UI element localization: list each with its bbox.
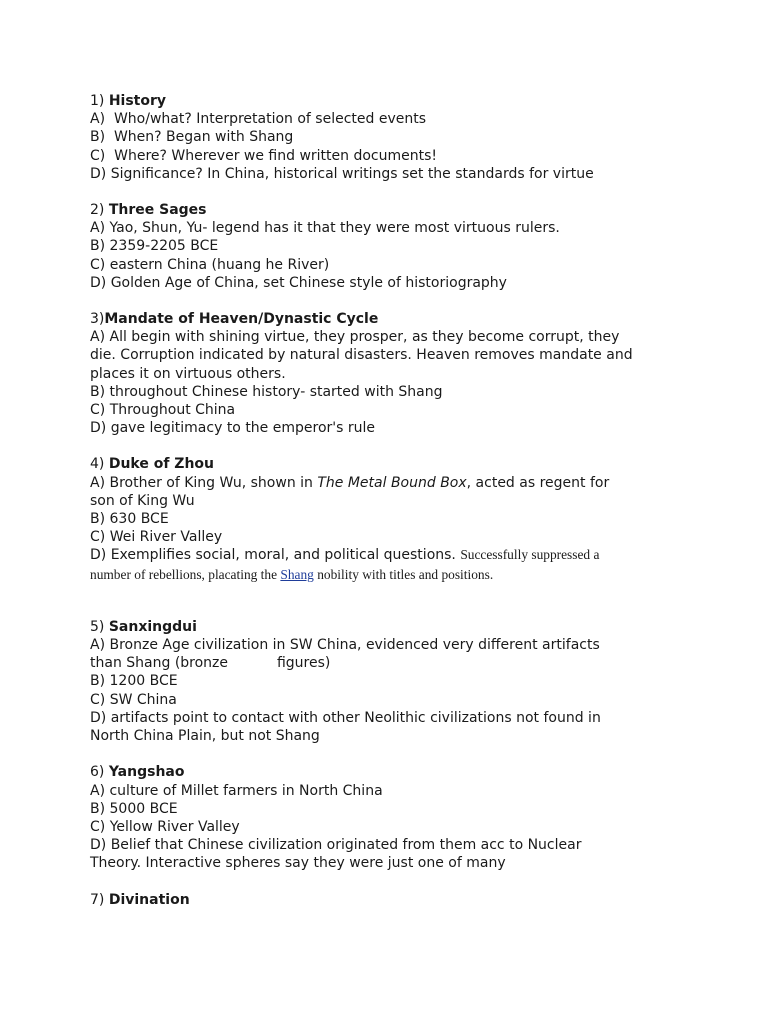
- answer-line: B) 5000 BCE: [90, 800, 178, 817]
- answer-line: A) Bronze Age civilization in SW China, evidenced very different artifacts: [90, 637, 600, 654]
- section-number: 6): [90, 764, 109, 781]
- section-yangshao: [90, 763, 690, 872]
- section-duke-of-zhou: [90, 455, 690, 583]
- answer-line: B) 1200 BCE: [90, 673, 178, 690]
- answer-line: C) SW China: [90, 691, 177, 708]
- answer-line: B) When? Began with Shang: [90, 129, 294, 146]
- section-number: 5): [90, 618, 109, 635]
- answer-line: [90, 546, 690, 564]
- section-sanxingdui: [90, 618, 690, 745]
- section-heading: [90, 891, 690, 909]
- section-title: Sanxingdui: [108, 618, 197, 635]
- section-heading: [90, 618, 690, 636]
- answer-line: C) Yellow River Valley: [90, 818, 240, 835]
- section-heading: [90, 92, 690, 110]
- answer-text: , acted as regent for: [466, 474, 610, 491]
- answer-line: D) artifacts point to contact with other Neolithic civilizations not found in: [90, 709, 601, 726]
- book-title: The Metal Bound Box: [317, 474, 467, 491]
- answer-text: A) Brother of King Wu, shown in: [90, 474, 318, 491]
- pasted-note: nobility with titles and positions.: [313, 566, 494, 582]
- section-number: 3): [90, 311, 105, 328]
- section-heading: [90, 763, 690, 781]
- section-title: Duke of Zhou: [108, 456, 215, 473]
- answer-line: Theory. Interactive spheres say they were just one of many: [90, 855, 506, 872]
- answer-line: D) Belief that Chinese civilization originated from them acc to Nuclear: [90, 837, 582, 854]
- answer-line: C) Throughout China: [90, 402, 236, 419]
- answer-line: places it on virtuous others.: [90, 365, 286, 382]
- section-mandate-of-heaven: [90, 310, 690, 437]
- section-number: 7): [90, 891, 109, 908]
- section-heading: [90, 201, 690, 219]
- answer-line: die. Corruption indicated by natural disasters. Heaven removes mandate and: [90, 347, 633, 364]
- section-number: 2): [90, 202, 109, 219]
- section-heading: [90, 455, 690, 473]
- section-title: History: [108, 93, 167, 109]
- section-number: 1): [90, 93, 109, 109]
- pasted-note: Successfully suppressed a: [460, 547, 600, 563]
- answer-line: [90, 474, 690, 492]
- answer-line: son of King Wu: [90, 492, 195, 509]
- answer-line: A) Yao, Shun, Yu- legend has it that they were most virtuous rulers.: [90, 220, 560, 237]
- document-page: [90, 92, 690, 909]
- section-title: Divination: [108, 891, 190, 908]
- answer-line: [90, 566, 690, 584]
- answer-line: North China Plain, but not Shang: [90, 728, 320, 745]
- answer-line: A) Who/what? Interpretation of selected events: [90, 111, 427, 128]
- shang-link[interactable]: Shang: [280, 566, 314, 582]
- section-three-sages: [90, 201, 690, 292]
- answer-line: A) All begin with shining virtue, they prosper, as they become corrupt, they: [90, 329, 620, 346]
- answer-line: C) Where? Wherever we find written documents!: [90, 147, 437, 164]
- answer-line: B) 630 BCE: [90, 511, 169, 528]
- section-heading: [90, 310, 690, 328]
- pasted-note: number of rebellions, placating the: [90, 566, 281, 582]
- answer-line: D) Golden Age of China, set Chinese style of historiography: [90, 274, 507, 291]
- section-title: Mandate of Heaven/Dynastic Cycle: [104, 311, 379, 328]
- answer-line: C) Wei River Valley: [90, 529, 223, 546]
- answer-text: D) Exemplifies social, moral, and political questions.: [90, 547, 461, 564]
- answer-line: B) throughout Chinese history- started with Shang: [90, 383, 443, 400]
- section-title: Three Sages: [108, 202, 207, 219]
- section-history: [90, 92, 690, 183]
- answer-line: D) gave legitimacy to the emperor's rule: [90, 420, 375, 437]
- answer-line: D) Significance? In China, historical writings set the standards for virtue: [90, 165, 594, 182]
- answer-line: C) eastern China (huang he River): [90, 256, 330, 273]
- answer-line: A) culture of Millet farmers in North China: [90, 782, 383, 799]
- answer-line: B) 2359-2205 BCE: [90, 238, 219, 255]
- section-title: Yangshao: [108, 764, 185, 781]
- answer-line: than Shang (bronze figures): [90, 655, 331, 672]
- section-divination: [90, 891, 690, 909]
- section-number: 4): [90, 456, 109, 473]
